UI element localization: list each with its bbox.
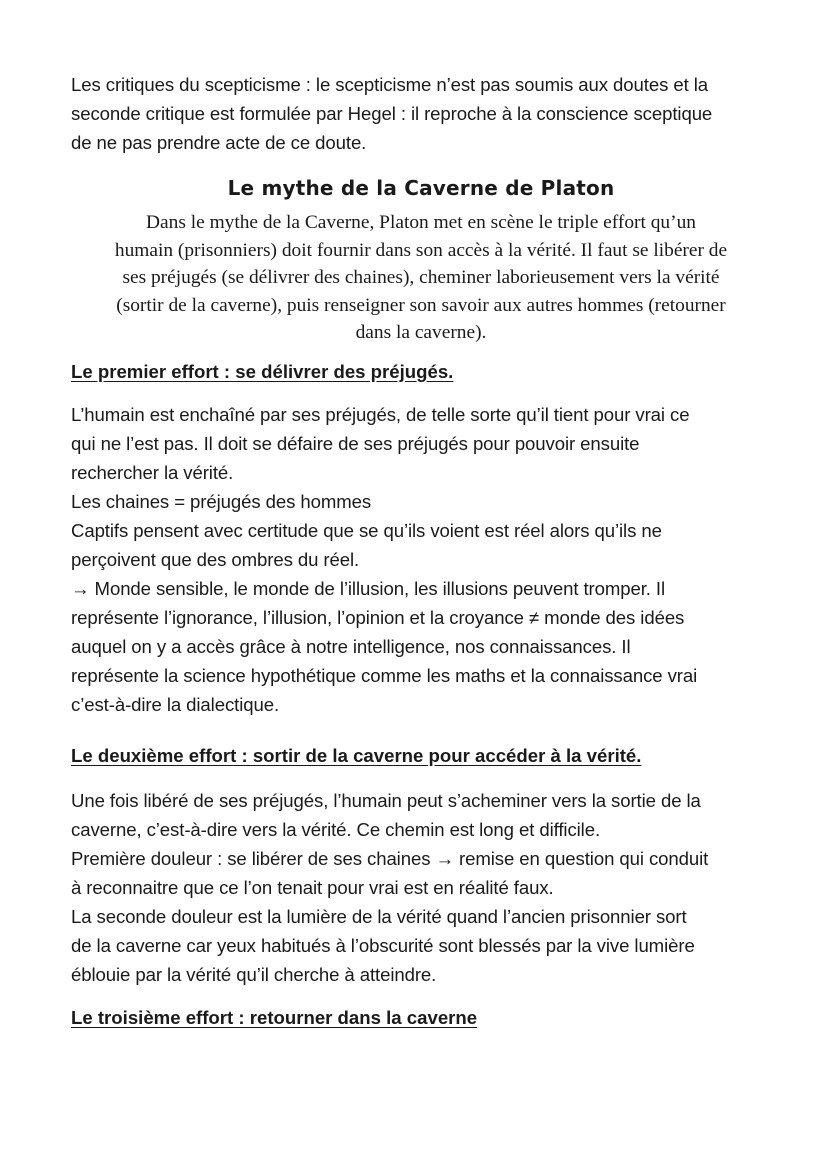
text-line: de la caverne car yeux habitués à l’obscurité sont blessés par la vive lumière: [71, 934, 695, 956]
text-line: qui ne l’est pas. Il doit se défaire de ses préjugés pour pouvoir ensuite: [71, 432, 640, 454]
text-line: La seconde douleur est la lumière de la vérité quand l’ancien prisonnier sort: [71, 905, 687, 927]
text-line: → Monde sensible, le monde de l’illusion, les illusions peuvent tromper. Il: [71, 577, 666, 599]
text-line: c’est-à-dire la dialectique.: [71, 693, 280, 715]
document-page: [71, 70, 771, 1032]
text-line: Dans le mythe de la Caverne, Platon met en scène le triple effort qu’un: [146, 212, 696, 233]
first-effort-paragraph: [71, 400, 771, 719]
text-line: L’humain est enchaîné par ses préjugés, de telle sorte qu’il tient pour vrai ce: [71, 403, 690, 425]
text-line: Une fois libéré de ses préjugés, l’humain peut s’acheminer vers la sortie de la: [71, 789, 701, 811]
text-line: représente la science hypothétique comme les maths et la connaissance vrai: [71, 664, 698, 686]
text-line: (sortir de la caverne), puis renseigner son savoir aux autres hommes (retourner: [116, 294, 726, 316]
intro-paragraph: [71, 209, 771, 347]
first-effort-heading: Le premier effort : se délivrer des préjugés.: [71, 360, 454, 382]
text-line: Les critiques du scepticisme : le scepticisme n’est pas soumis aux doutes et la: [71, 74, 708, 95]
text-line: Captifs pensent avec certitude que se qu’ils voient est réel alors qu’ils ne: [71, 519, 662, 541]
text-line: à reconnaitre que ce l’on tenait pour vrai est en réalité faux.: [71, 876, 554, 898]
section-title: Le mythe de la Caverne de Platon: [227, 176, 615, 200]
text-line: caverne, c’est-à-dire vers la vérité. Ce chemin est long et difficile.: [71, 818, 601, 840]
text-line: dans la caverne).: [355, 322, 487, 343]
text-line: éblouie par la vérité qu’il cherche à atteindre.: [71, 963, 437, 985]
second-effort-heading: Le deuxième effort : sortir de la caverne pour accéder à la vérité.: [71, 744, 642, 766]
text-line: Les chaines = préjugés des hommes: [71, 490, 372, 512]
text-line: représente l’ignorance, l’illusion, l’opinion et la croyance ≠ monde des idées: [71, 606, 685, 628]
text-line: humain (prisonniers) doit fournir dans son accès à la vérité. Il faut se libérer de: [114, 239, 728, 261]
third-effort-heading: Le troisième effort : retourner dans la caverne: [71, 1006, 478, 1028]
text-line: Première douleur : se libérer de ses chaines → remise en question qui conduit: [71, 847, 709, 869]
text-line: auquel on y a accès grâce à notre intelligence, nos connaissances. Il: [71, 635, 631, 657]
second-effort-paragraph: [71, 786, 771, 989]
text-line: ses préjugés (se délivrer des chaines), cheminer laborieusement vers la vérité: [122, 267, 720, 288]
text-line: de ne pas prendre acte de ce doute.: [71, 132, 367, 153]
scepticism-paragraph: [71, 70, 771, 157]
text-line: perçoivent que des ombres du réel.: [71, 548, 360, 570]
text-line: seconde critique est formulée par Hegel : il reproche à la conscience sceptique: [71, 103, 713, 124]
text-line: rechercher la vérité.: [71, 461, 234, 483]
